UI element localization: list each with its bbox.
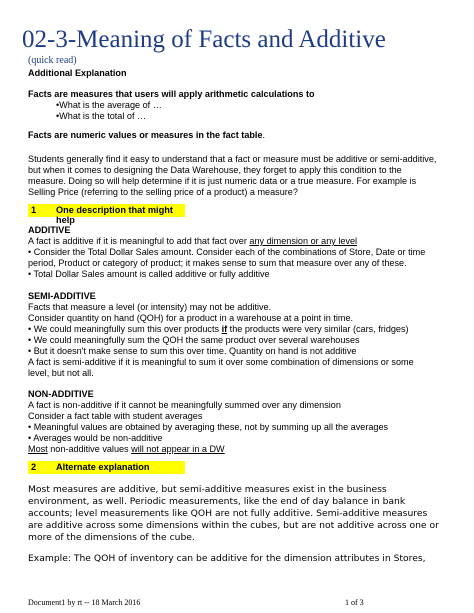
footer-doc-info: Document1 by rt -- 18 March 2016: [28, 598, 141, 607]
section-label: Alternate explanation: [56, 462, 150, 472]
non-line: • Meaningful values are obtained by averaging these, not by summing up all the averages: [28, 422, 389, 432]
semi-additive-heading: SEMI-ADDITIVE: [28, 291, 96, 301]
non-additive-heading: NON-ADDITIVE: [28, 389, 94, 399]
section-number: 2: [31, 462, 37, 472]
non-line: Consider a fact table with student averages: [28, 411, 203, 421]
paragraph-line: measure. Doing so will help determine if it is just numeric data or a true measure. For example is: [28, 176, 417, 186]
additive-heading: ADDITIVE: [28, 225, 71, 235]
semi-line: • We could meaningfully sum the QOH the same product over several warehouses: [28, 335, 360, 345]
semi-line: • We could meaningfully sum this over products if the products were very similar (cars, fridges): [28, 324, 409, 334]
non-line: Most non-additive values will not appear in a DW: [28, 444, 225, 454]
paragraph-line: Most measures are additive, but semi-additive measures exist in the business: [28, 484, 387, 495]
section-2-heading: [28, 461, 185, 474]
footer-page-number: 1 of 3: [345, 598, 364, 607]
semi-line: Consider quantity on hand (QOH) for a product in a warehouse at a point in time.: [28, 313, 354, 323]
paragraph-line: more of the dimensions of the cube.: [28, 532, 195, 543]
semi-line: • But it doesn't make sense to sum this over time. Quantity on hand is not additive: [28, 346, 357, 356]
page-title: 02-3-Meaning of Facts and Additive: [22, 26, 386, 53]
semi-line: Facts that measure a level (or intensity) may not be additive.: [28, 302, 272, 312]
additive-line: period, Product or category of product; it makes sense to sum that measure over any of these.: [28, 258, 407, 268]
heading-additional-explanation: Additional Explanation: [28, 68, 127, 78]
paragraph-line: accounts; level measurements like QOH are not fully additive. Semi-additive measures: [28, 508, 428, 519]
paragraph-line: Students generally find it easy to understand that a fact or measure must be additive or semi-additive,: [28, 154, 437, 164]
semi-line: level, but not all.: [28, 368, 94, 378]
additive-line: • Total Dollar Sales amount is called additive or fully additive: [28, 269, 270, 279]
facts-bullet: •What is the average of …: [56, 100, 162, 110]
facts-intro: Facts are measures that users will apply arithmetic calculations to: [28, 89, 315, 99]
additive-definition: A fact is additive if it is meaningful to add that fact over any dimension or any level: [28, 236, 358, 246]
subtitle: (quick read): [28, 55, 77, 66]
section-label: One description that might help: [56, 205, 173, 225]
non-line: • Averages would be non-additive: [28, 433, 163, 443]
non-line: A fact is non-additive if it cannot be meaningfully summed over any dimension: [28, 400, 341, 410]
semi-line: A fact is semi-additive if it is meaningful to sum it over some combination of dimensions or some: [28, 357, 414, 367]
facts-bullet: •What is the total of …: [56, 111, 147, 121]
paragraph-line: are additive across some dimensions within the cubes, but are not additive across one or: [28, 520, 439, 531]
paragraph-line: Selling Price (referring to the selling price of a product) a measure?: [28, 187, 298, 197]
paragraph-line: but when it comes to designing the Data Warehouse, they forget to apply this condition to the: [28, 165, 402, 175]
section-1-heading: [28, 204, 185, 225]
paragraph-line: Example: The QOH of inventory can be additive for the dimension attributes in Stores,: [28, 553, 426, 564]
additive-line: • Consider the Total Dollar Sales amount. Consider each of the combinations of Store, Date or time: [28, 247, 426, 257]
facts-numeric: Facts are numeric values or measures in the fact table.: [28, 130, 266, 140]
paragraph-line: environment, as well. Periodic measurements, like the end of day balance in bank: [28, 496, 406, 507]
section-number: 1: [31, 205, 37, 215]
